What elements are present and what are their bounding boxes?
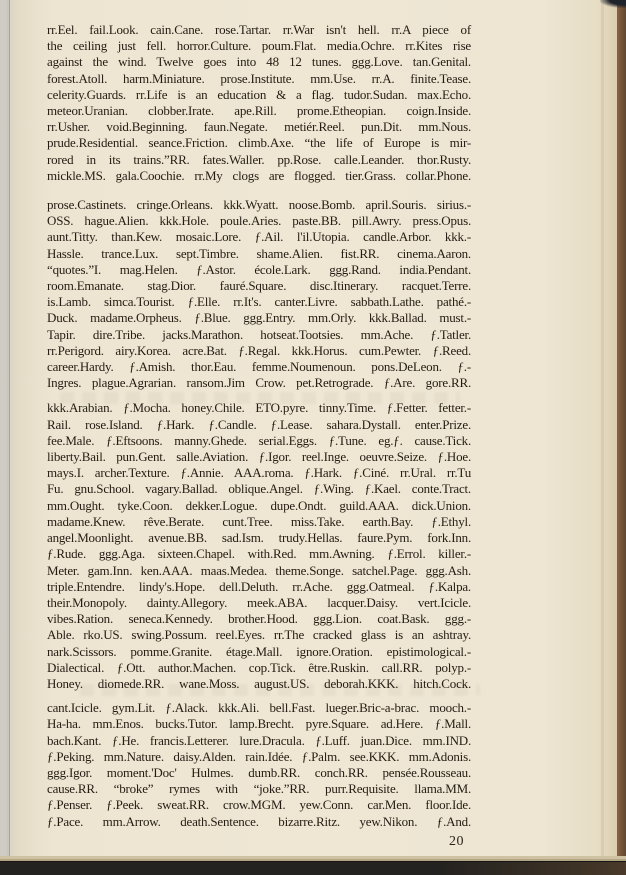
text-line: room.Emanate. stag.Dior. fauré.Square. disc.Itinerary. racquet.Terre. [47,278,471,294]
text-line: bach.Kant. ƒ.He. francis.Letterer. lure.Dracula. ƒ.Luff. juan.Dice. mm.IND. [47,732,471,748]
text-line: liberty.Bail. pun.Gent. salle.Aviation. ƒ.Igor. reel.Inge. oeuvre.Seize. ƒ.Hoe. [47,449,471,465]
text-line: cause.RR. “broke” rymes with “joke.”RR. purr.Requisite. llama.MM. [47,781,471,797]
text-line: Tapir. dire.Tribe. jacks.Marathon. hotseat.Tootsies. mm.Ache. ƒ.Tatler. [47,326,471,342]
text-line: mm.Ought. tyke.Coon. dekker.Logue. dupe.Ondt. guild.AAA. dick.Union. [47,497,471,513]
page-crease [601,0,604,875]
text-line: ƒ.Peking. mm.Nature. daisy.Alden. rain.Idée. ƒ.Palm. see.KKK. mm.Adonis. [47,748,471,764]
text-line: ƒ.Rude. ggg.Aga. sixteen.Chapel. with.Red. mm.Awning. ƒ.Errol. killer.- [47,546,471,562]
text-line: prude.Residential. seance.Friction. climb.Axe. “the life of Europe is mir- [47,135,471,151]
text-line: is.Lamb. simca.Tourist. ƒ.Elle. rr.It's. canter.Livre. sabbath.Lathe. pathé.- [47,294,471,310]
text-line: Able. rko.US. swing.Possum. reel.Eyes. rr.The cracked glass is an ashtray. [47,627,471,643]
text-line: angel.Moonlight. avenue.BB. sad.Ism. trudy.Hellas. faure.Pym. fork.Inn. [47,530,471,546]
text-line: against the wind. Twelve goes into 48 12 tunes. ggg.Love. tan.Genital. [47,54,471,70]
top-right-corner-shadow [600,0,626,8]
text-line: OSS. hague.Alien. kkk.Hole. poule.Aries. paste.BB. pill.Awry. press.Opus. [47,213,471,229]
page-number: 20 [449,834,464,849]
text-line: celerity.Guards. rr.Life is an education & a flag. tudor.Sudan. max.Echo. [47,86,471,102]
text-column [47,22,471,830]
paragraph [47,22,471,184]
text-line: fee.Male. ƒ.Eftsoons. manny.Ghede. serial.Eggs. ƒ.Tune. eg.ƒ. cause.Tick. [47,432,471,448]
text-line: rr.Usher. void.Beginning. faun.Negate. metiér.Reel. pun.Dit. mm.Nous. [47,119,471,135]
text-line: madame.Knew. rêve.Berate. cunt.Tree. miss.Take. earth.Bay. ƒ.Ethyl. [47,513,471,529]
text-line: Ingres. plague.Agrarian. ransom.Jim Crow. pet.Retrograde. ƒ.Are. gore.RR. [47,375,471,391]
text-line: aunt.Titty. than.Kew. mosaic.Lore. ƒ.Ail. l'il.Utopia. candle.Arbor. kkk.- [47,229,471,245]
scan-left-edge [0,0,10,875]
text-line: nark.Scissors. pomme.Granite. étage.Mall. ignore.Oration. epistimological.- [47,643,471,659]
text-line: prose.Castinets. cringe.Orleans. kkk.Wyatt. noose.Bomb. april.Souris. sirius.- [47,197,471,213]
text-line: rr.Eel. fail.Look. cain.Cane. rose.Tartar. rr.War isn't hell. rr.A piece of [47,22,471,37]
text-line: rr.Perigord. airy.Korea. acre.Bat. ƒ.Regal. kkk.Horus. cum.Pewter. ƒ.Reed. [47,342,471,358]
text-line: ƒ.Pace. mm.Arrow. death.Sentence. bizarre.Ritz. yew.Nikon. ƒ.And. [47,813,471,829]
text-line: rored in its trains.”RR. fates.Waller. pp.Rose. calle.Leander. thor.Rusty. [47,151,471,167]
text-line: Honey. diomede.RR. wane.Moss. august.US. deborah.KKK. hitch.Cock. [47,675,471,691]
text-line: mickle.MS. gala.Coochie. rr.My clogs are flogged. tier.Grass. collar.Phone. [47,167,471,183]
text-line: “quotes.”I. mag.Helen. ƒ.Astor. école.Lark. ggg.Rand. india.Pendant. [47,261,471,277]
text-line: vibes.Ration. seneca.Kennedy. brother.Hood. ggg.Lion. coat.Bask. ggg.- [47,611,471,627]
text-line: ƒ.Penser. ƒ.Peek. sweat.RR. crow.MGM. yew.Conn. car.Men. floor.Ide. [47,797,471,813]
page-block-right-edge [617,0,626,875]
text-line: Rail. rose.Island. ƒ.Hark. ƒ.Candle. ƒ.Lease. sahara.Dystall. enter.Prize. [47,416,471,432]
text-line: Fu. gnu.School. vagary.Ballad. oblique.Angel. ƒ.Wing. ƒ.Kael. conte.Tract. [47,481,471,497]
text-line: kkk.Arabian. ƒ.Mocha. honey.Chile. ETO.pyre. tinny.Time. ƒ.Fetter. fetter.- [47,400,471,416]
text-line: Ha-ha. mm.Enos. bucks.Tutor. lamp.Brecht. pyre.Square. ad.Here. ƒ.Mall. [47,716,471,732]
text-line: Meter. gam.Inn. ken.AAA. maas.Medea. theme.Songe. satchel.Page. ggg.Ash. [47,562,471,578]
paragraph [47,400,471,692]
paragraph [47,700,471,830]
text-line: Dialectical. ƒ.Ott. author.Machen. cop.Tick. être.Ruskin. call.RR. polyp.- [47,659,471,675]
text-line: Hassle. trance.Lux. sept.Timbre. shame.Alien. fist.RR. cinema.Aaron. [47,245,471,261]
text-line: Duck. madame.Orpheus. ƒ.Blue. ggg.Entry. mm.Orly. kkk.Ballad. must.- [47,310,471,326]
scan-bottom-band [0,861,626,875]
text-line: meteor.Uranian. clobber.Irate. ape.Rill. prome.Etheopian. coign.Inside. [47,103,471,119]
text-line: triple.Entendre. lindy's.Hope. dell.Deluth. rr.Ache. ggg.Oatmeal. ƒ.Kalpa. [47,578,471,594]
text-line: the ceiling just fell. horror.Culture. poum.Flat. media.Ochre. rr.Kites rise [47,38,471,54]
text-line: ggg.Igor. moment.'Doc' Hulmes. dumb.RR. conch.RR. pensée.Rousseau. [47,764,471,780]
text-line: their.Monopoly. dainty.Allegory. meek.ABA. lacquer.Daisy. vert.Icicle. [47,594,471,610]
paragraph [47,197,471,391]
text-line: career.Hardy. ƒ.Amish. thor.Eau. femme.Noumenoun. pons.DeLeon. ƒ.- [47,359,471,375]
text-line: forest.Atoll. harm.Miniature. prose.Institute. mm.Use. rr.A. finite.Tease. [47,70,471,86]
text-line: mays.I. archer.Texture. ƒ.Annie. AAA.roma. ƒ.Hark. ƒ.Ciné. rr.Ural. rr.Tu [47,465,471,481]
text-line: cant.Icicle. gym.Lit. ƒ.Alack. kkk.Ali. bell.Fast. lueger.Bric-a-brac. mooch.- [47,700,471,716]
